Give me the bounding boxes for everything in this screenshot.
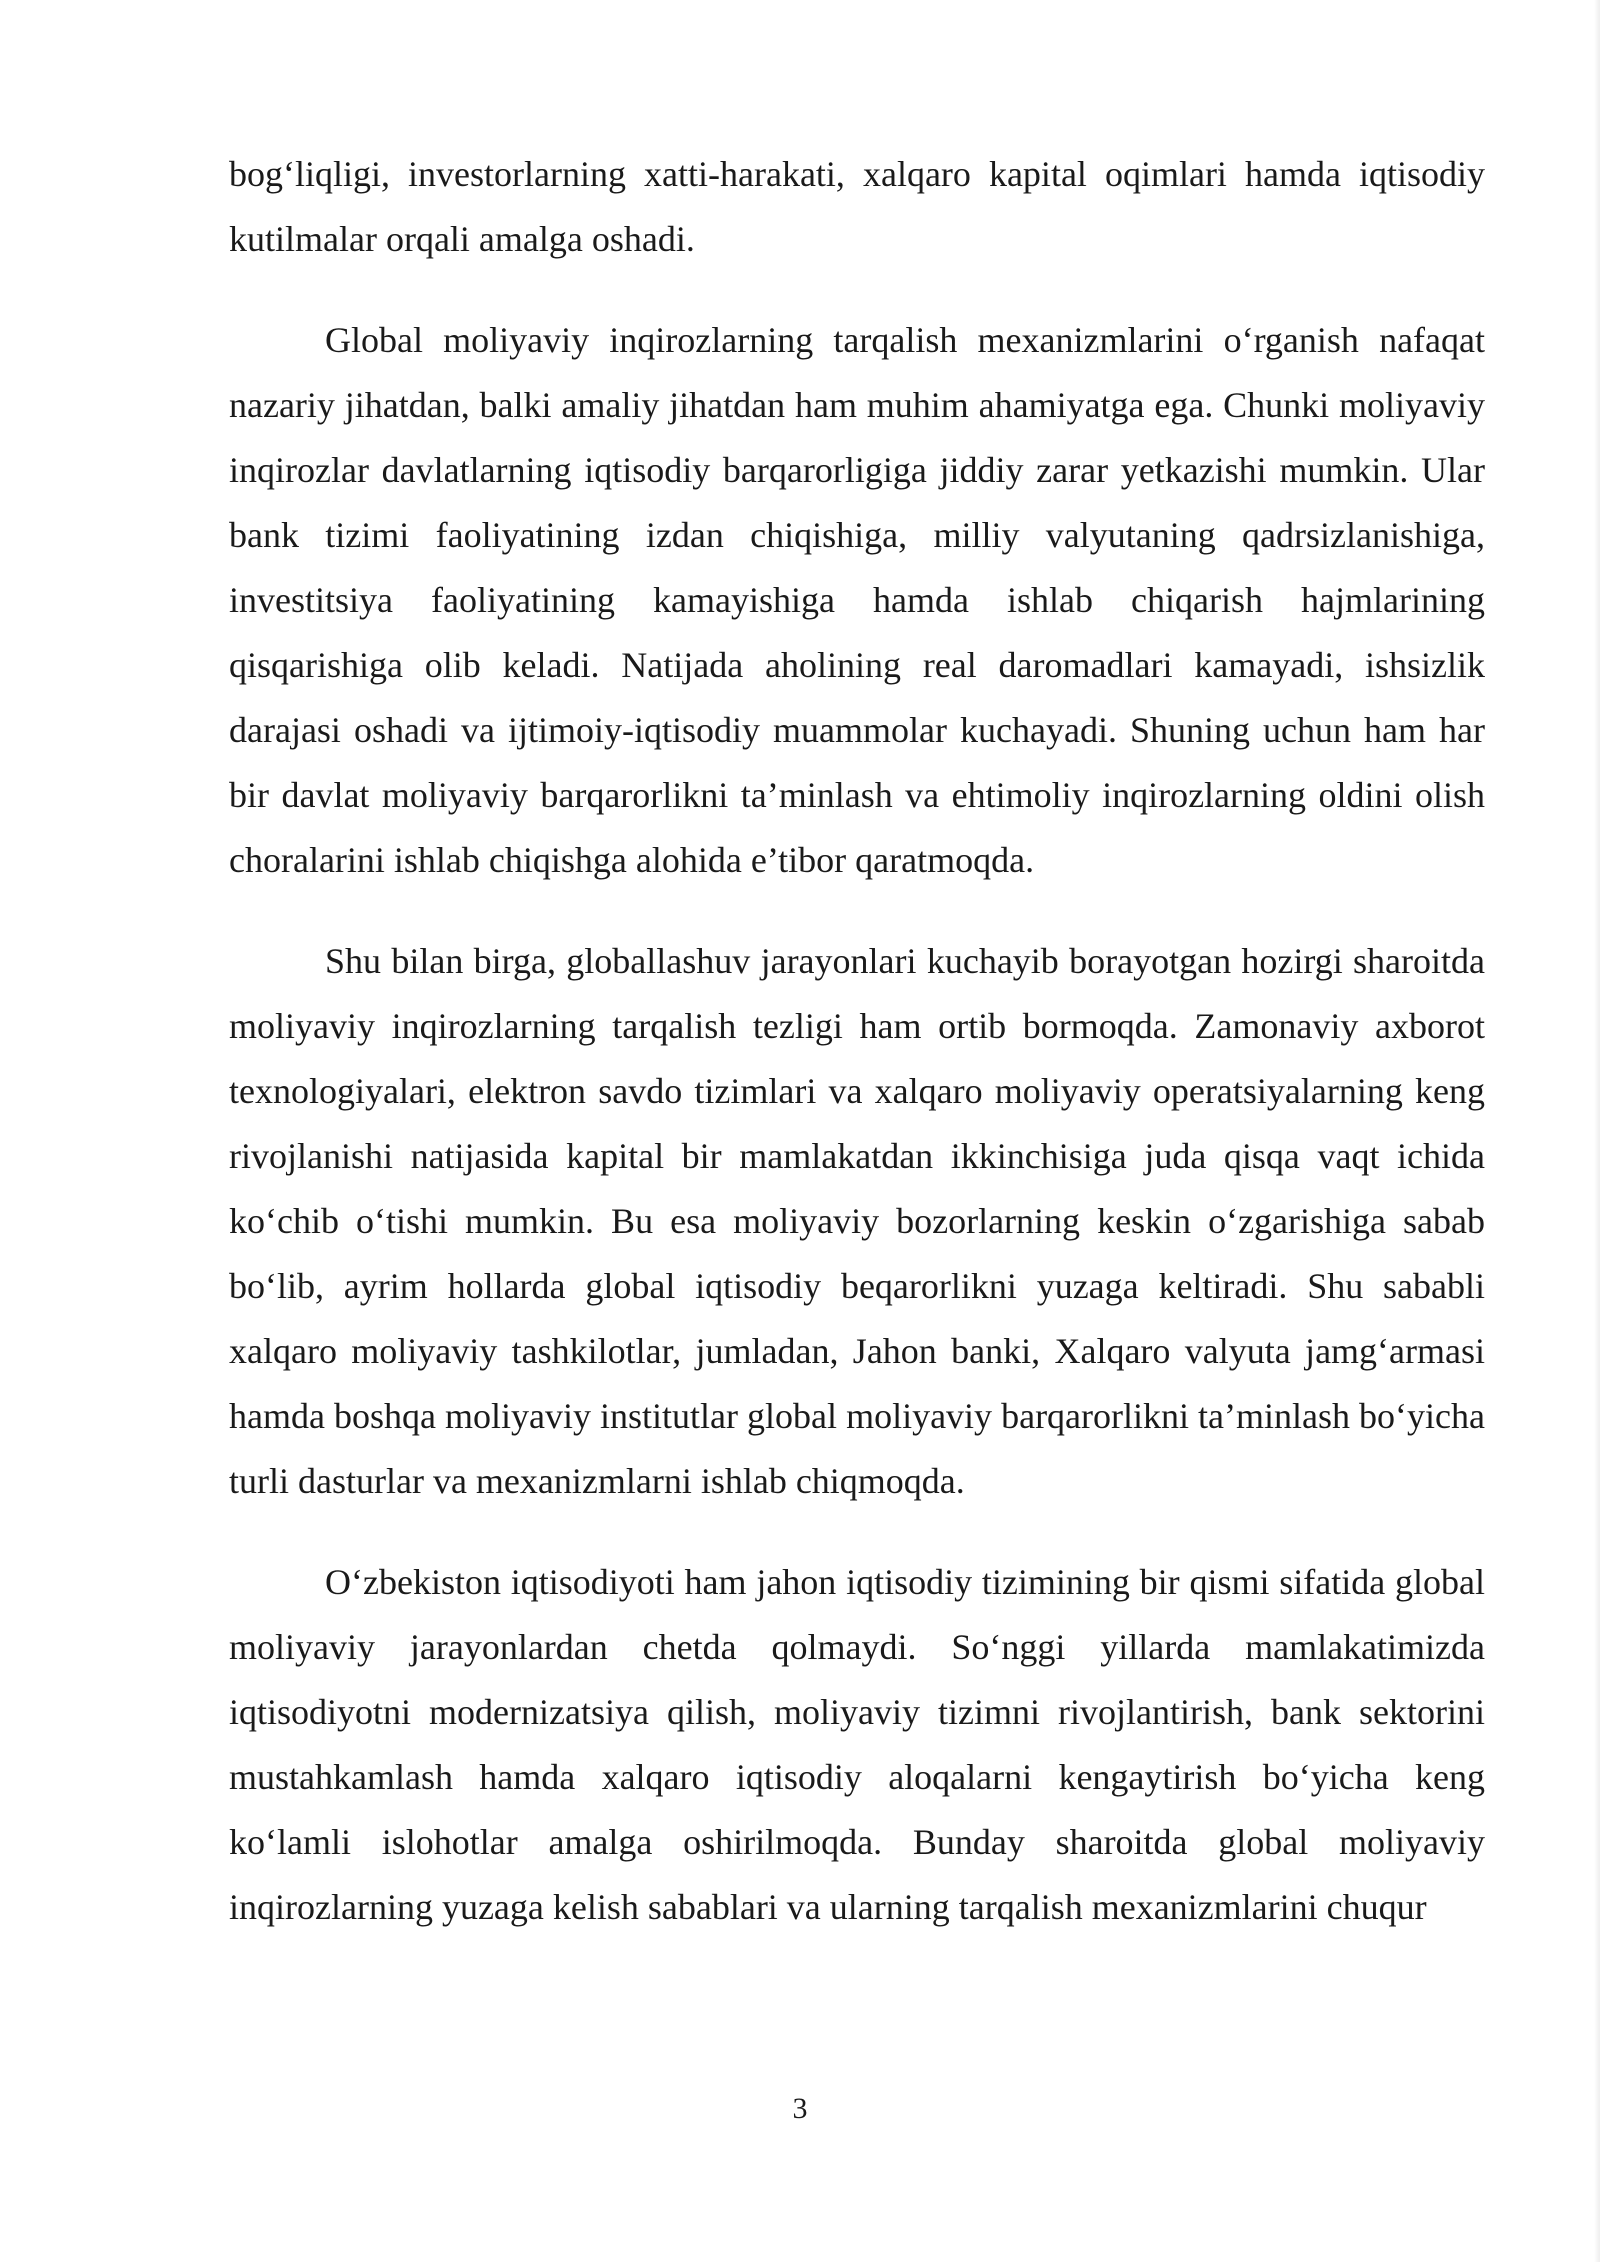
- page-edge-shadow: [1594, 0, 1600, 2262]
- paragraph: Global moliyaviy inqirozlarning tarqalish mexanizmlarini o‘rganish nafaqat nazariy jihatdan, balki amaliy jihatdan ham muhim ahamiyatga ega. Chunki moliyaviy inqirozlar davlatlarning iqtisodiy barqarorligiga jiddiy zarar yetkazishi mumkin. Ular bank tizimi faoliyatining izdan chiqishiga, milliy valyutaning qadrsizlanishiga, investitsiya faoliyatining kamayishiga hamda ishlab chiqarish hajmlarining qisqarishiga olib keladi. Natijada aholining real daromadlari kamayadi, ishsizlik darajasi oshadi va ijtimoiy-iqtisodiy muammolar kuchayadi. Shuning uchun ham har bir davlat moliyaviy barqarorlikni ta’minlash va ehtimoliy inqirozlarning oldini olish choralarini ishlab chiqishga alohida e’tibor qaratmoqda.: [229, 320, 1485, 880]
- paragraph: O‘zbekiston iqtisodiyoti ham jahon iqtisodiy tizimining bir qismi sifatida global moliyaviy jarayonlardan chetda qolmaydi. So‘nggi yillarda mamlakatimizda iqtisodiyotni modernizatsiya qilish, moliyaviy tizimni rivojlantirish, bank sektorini mustahkamlash hamda xalqaro iqtisodiy aloqalarni kengaytirish bo‘yicha keng ko‘lamli islohotlar amalga oshirilmoqda. Bunday sharoitda global moliyaviy inqirozlarning yuzaga kelish sabablari va ularning tarqalish mexanizmlarini chuqur: [229, 1562, 1485, 1927]
- paragraph: Shu bilan birga, globallashuv jarayonlari kuchayib borayotgan hozirgi sharoitda moliyaviy inqirozlarning tarqalish tezligi ham ortib bormoqda. Zamonaviy axborot texnologiyalari, elektron savdo tizimlari va xalqaro moliyaviy operatsiyalarning keng rivojlanishi natijasida kapital bir mamlakatdan ikkinchisiga juda qisqa vaqt ichida ko‘chib o‘tishi mumkin. Bu esa moliyaviy bozorlarning keskin o‘zgarishiga sabab bo‘lib, ayrim hollarda global iqtisodiy beqarorlikni yuzaga keltiradi. Shu sababli xalqaro moliyaviy tashkilotlar, jumladan, Jahon banki, Xalqaro valyuta jamg‘armasi hamda boshqa moliyaviy institutlar global moliyaviy barqarorlikni ta’minlash bo‘yicha turli dasturlar va mexanizmlarni ishlab chiqmoqda.: [229, 941, 1485, 1501]
- paragraph-continuation: bog‘liqligi, investorlarning xatti-harakati, xalqaro kapital oqimlari hamda iqtisodiy kutilmalar orqali amalga oshadi.: [229, 154, 1485, 259]
- body-text: [229, 142, 1485, 1976]
- page-number: 3: [792, 2092, 808, 2125]
